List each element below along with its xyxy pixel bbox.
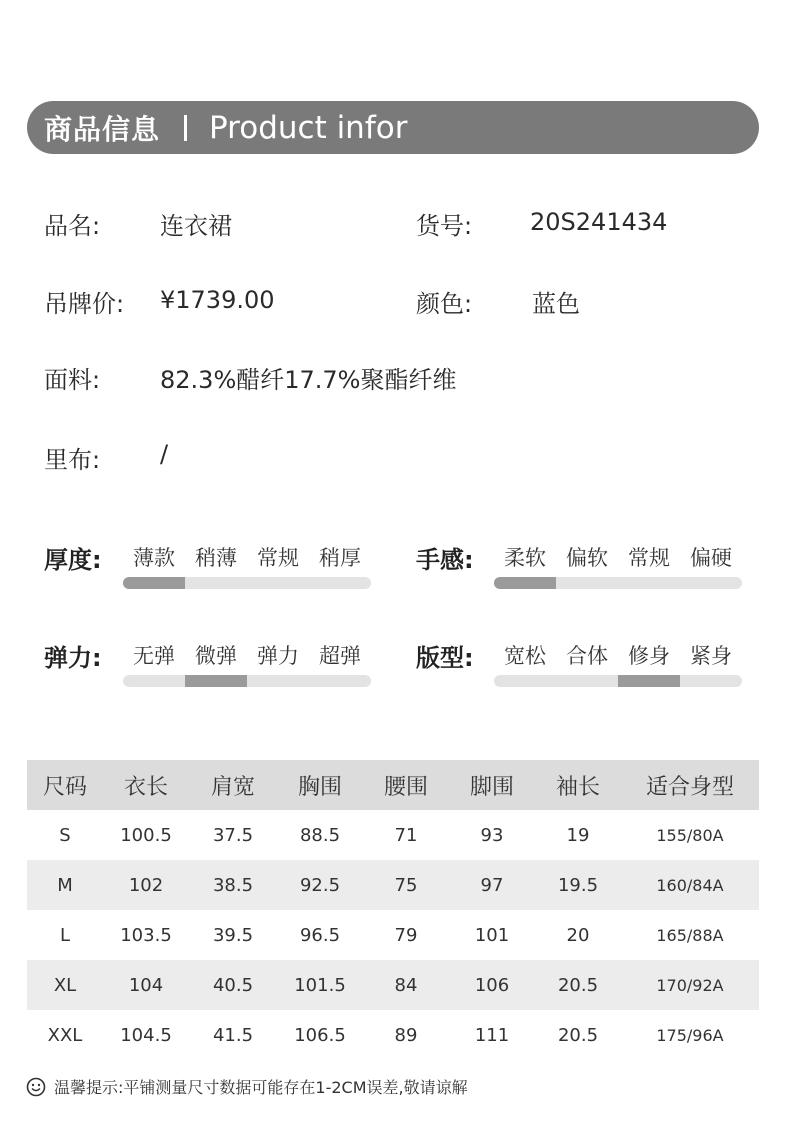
- feel-option: 柔软: [504, 546, 546, 570]
- table-cell: L: [59, 924, 71, 946]
- table-cell: 103.5: [120, 924, 172, 946]
- note-text: 温馨提示:平铺测量尺寸数据可能存在1-2CM误差,敬请谅解: [54, 1078, 468, 1097]
- sku-value: 20S241434: [530, 208, 668, 236]
- table-cell: 84: [363, 960, 449, 1010]
- thickness-option: 常规: [257, 546, 299, 570]
- fit-option: 修身: [628, 644, 670, 668]
- column-header: 适合身型: [621, 760, 759, 810]
- fit-option: 紧身: [690, 644, 732, 668]
- table-cell: 111: [474, 1024, 510, 1046]
- table-row: [27, 810, 759, 860]
- table-cell: 41.5: [212, 1024, 254, 1046]
- table-cell: 170/92A: [621, 960, 759, 1010]
- table-row: [27, 960, 759, 1010]
- table-cell: 20.5: [557, 1024, 599, 1046]
- size-table: [27, 760, 759, 1060]
- table-cell: 175/96A: [656, 1025, 724, 1045]
- color-label: 颜色:: [416, 290, 473, 318]
- header-title-cn: 商品信息: [44, 112, 161, 146]
- table-cell: 102: [103, 860, 189, 910]
- fabric-value: 82.3%醋纤17.7%聚酯纤维: [160, 366, 457, 394]
- feel-scale: [494, 577, 742, 589]
- table-cell: 40.5: [189, 960, 277, 1010]
- elasticity-option: 微弹: [195, 644, 237, 668]
- table-cell: 104.5: [120, 1024, 172, 1046]
- size-table-header: [27, 760, 759, 810]
- thickness-option: 稍薄: [195, 546, 237, 570]
- table-cell: S: [59, 824, 71, 846]
- feel-option: 偏软: [566, 546, 608, 570]
- table-cell: 88.5: [299, 824, 341, 846]
- feel-scale-indicator: [494, 577, 556, 589]
- table-row: [27, 1010, 759, 1060]
- fabric-label: 面料:: [44, 366, 101, 394]
- table-cell: 92.5: [277, 860, 363, 910]
- fit-title: 版型:: [416, 644, 474, 672]
- table-cell: 106: [449, 960, 535, 1010]
- table-cell: 37.5: [212, 824, 254, 846]
- elasticity-option: 弹力: [257, 644, 299, 668]
- thickness-title: 厚度:: [44, 546, 102, 574]
- table-cell: 39.5: [212, 924, 254, 946]
- thickness-scale: [123, 577, 371, 589]
- table-cell: 101.5: [277, 960, 363, 1010]
- price-label: 吊牌价:: [44, 290, 125, 318]
- table-cell: 106.5: [294, 1024, 346, 1046]
- name-label: 品名:: [44, 212, 101, 240]
- feel-title: 手感:: [416, 546, 474, 574]
- feel-option: 偏硬: [690, 546, 732, 570]
- fit-option: 合体: [566, 644, 608, 668]
- table-row: [27, 860, 759, 910]
- table-cell: 165/88A: [656, 925, 724, 945]
- elasticity-title: 弹力:: [44, 644, 102, 672]
- table-cell: 71: [394, 824, 418, 846]
- fit-scale: [494, 675, 742, 687]
- table-cell: 104: [103, 960, 189, 1010]
- elasticity-scale: [123, 675, 371, 687]
- table-cell: XXL: [47, 1024, 83, 1046]
- table-cell: 100.5: [120, 824, 172, 846]
- thickness-option: 薄款: [133, 546, 175, 570]
- color-value: 蓝色: [532, 290, 580, 318]
- column-header: 胸围: [277, 760, 363, 810]
- table-cell: M: [27, 860, 103, 910]
- table-cell: 101: [474, 924, 510, 946]
- header-divider: [184, 115, 187, 141]
- name-value: 连衣裙: [160, 212, 232, 240]
- elasticity-option: 无弹: [133, 644, 175, 668]
- column-header: 尺码: [27, 760, 103, 810]
- fit-scale-indicator: [618, 675, 680, 687]
- header-title-en: Product infor: [209, 109, 408, 146]
- table-cell: 160/84A: [621, 860, 759, 910]
- thickness-scale-indicator: [123, 577, 185, 589]
- table-row: [27, 910, 759, 960]
- section-header: [27, 101, 759, 154]
- table-cell: 20: [566, 924, 590, 946]
- table-cell: XL: [27, 960, 103, 1010]
- measurement-note: [26, 1075, 468, 1098]
- column-header: 衣长: [103, 760, 189, 810]
- table-cell: 20.5: [535, 960, 621, 1010]
- lining-label: 里布:: [44, 446, 101, 474]
- column-header: 脚围: [449, 760, 535, 810]
- elasticity-option: 超弹: [319, 644, 361, 668]
- fit-option: 宽松: [504, 644, 546, 668]
- table-cell: 96.5: [299, 924, 341, 946]
- thickness-option: 稍厚: [319, 546, 361, 570]
- table-cell: 97: [449, 860, 535, 910]
- sku-label: 货号:: [416, 212, 473, 240]
- table-cell: 89: [394, 1024, 418, 1046]
- table-cell: 93: [480, 824, 504, 846]
- feel-option: 常规: [628, 546, 670, 570]
- table-cell: 19.5: [535, 860, 621, 910]
- elasticity-scale-indicator: [185, 675, 247, 687]
- column-header: 肩宽: [189, 760, 277, 810]
- smiley-icon: [26, 1077, 46, 1097]
- lining-value: /: [160, 440, 169, 468]
- table-cell: 155/80A: [656, 825, 724, 845]
- column-header: 袖长: [535, 760, 621, 810]
- table-cell: 79: [394, 924, 418, 946]
- price-value: ¥1739.00: [160, 286, 275, 314]
- column-header: 腰围: [363, 760, 449, 810]
- table-cell: 38.5: [189, 860, 277, 910]
- table-cell: 19: [566, 824, 590, 846]
- table-cell: 75: [363, 860, 449, 910]
